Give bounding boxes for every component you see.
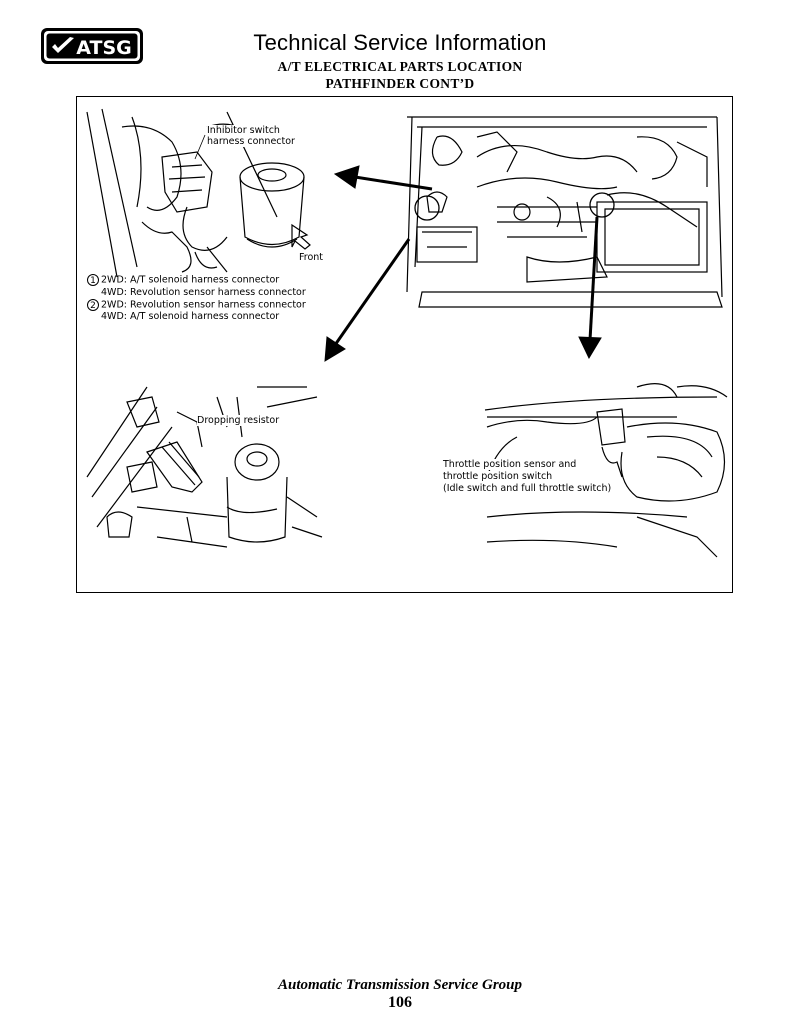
legend-line-2: 4WD: Revolution sensor harness connector [101,286,306,298]
tps-label-line2: throttle position switch [443,471,553,482]
inhibitor-label-line2: harness connector [207,136,295,147]
dropping-resistor-drawing [87,387,322,547]
legend-line-1: 2WD: A/T solenoid harness connector [101,274,280,286]
inhibitor-label-line1: Inhibitor switch [207,125,280,136]
front-label: Front [299,252,324,263]
tps-label-line1: Throttle position sensor and [443,459,577,470]
legend-line-4: 4WD: A/T solenoid harness connector [101,311,280,322]
svg-text:ATSG: ATSG [76,37,132,59]
arrow-to-throttle-sensor [579,217,601,358]
tps-label-line3: (Idle switch and full throttle switch) [443,483,612,494]
arrow-to-inhibitor [335,166,432,189]
arrow-to-dropping-resistor [325,239,409,361]
number-1-badge: 1 [87,274,99,286]
number-2-badge: 2 [87,299,99,311]
footer-group-name: Automatic Transmission Service Group [277,977,523,993]
atsg-logo [40,27,144,65]
page-title: Technical Service Information [253,30,547,55]
parts-location-figure [76,96,733,593]
engine-bay-illustration [77,97,734,594]
connector-legend [87,274,306,323]
section-subtitle: A/T ELECTRICAL PARTS LOCATION [277,59,523,74]
page-number: 106 [388,994,412,1011]
legend-line-3: 2WD: Revolution sensor harness connector [101,299,306,310]
dropping-resistor-label: Dropping resistor [197,415,280,426]
vehicle-subtitle: PATHFINDER CONT’D [325,76,475,91]
engine-bay-drawing [407,117,722,307]
